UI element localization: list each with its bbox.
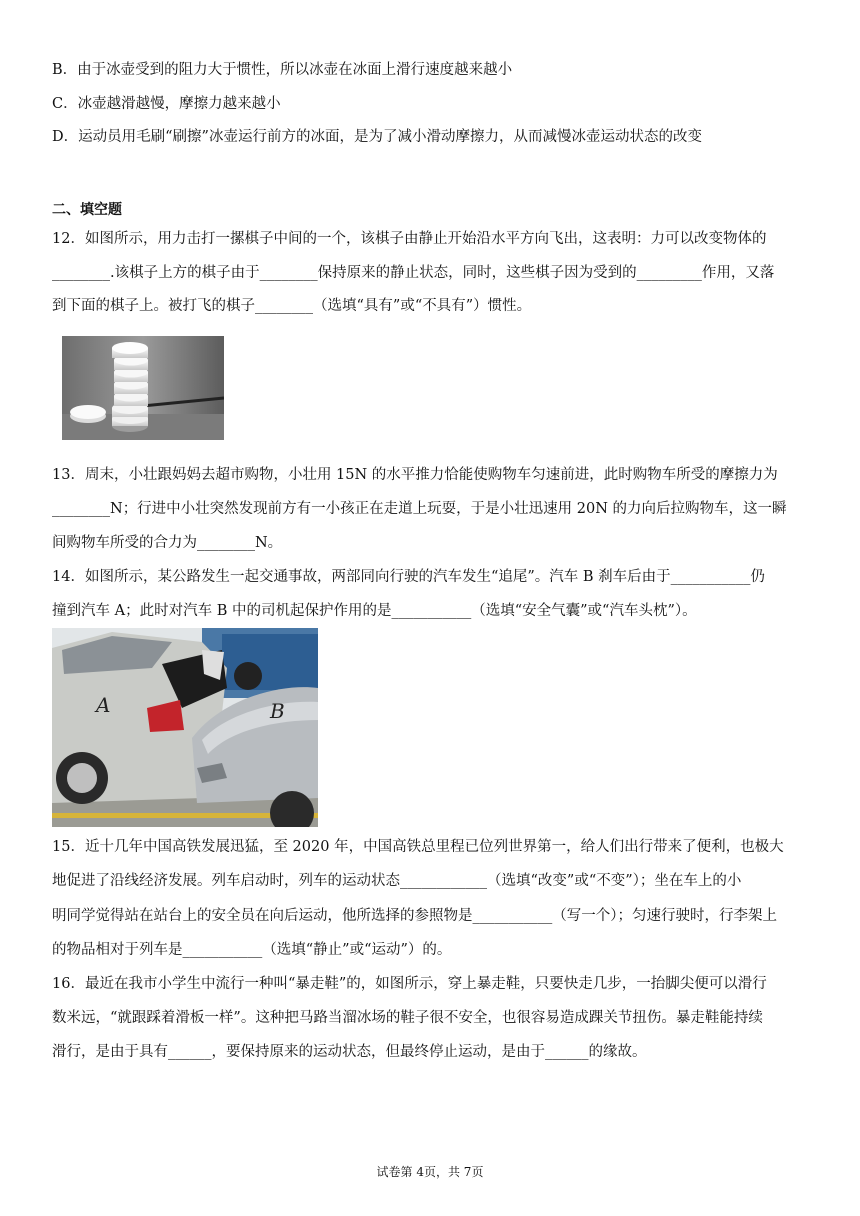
q16-line-1: 16．最近在我市小学生中流行一种叫“暴走鞋”的，如图所示，穿上暴走鞋，只要快走几步，一抬脚尖便可以滑行 [52,976,767,992]
car-collision-figure [52,628,318,827]
q13-line-2: ________N；行进中小壮突然发现前方有一小孩正在走道上玩耍，于是小壮迅速用 20N 的力向后拉购物车，这一瞬 [52,501,787,517]
q13-line-1: 13．周末，小壮跟妈妈去超市购物，小壮用 15N 的水平推力恰能使购物车匀速前进，此时购物车所受的摩擦力为 [52,467,778,483]
page-footer: 试卷第 4页，共 7页 [376,1165,484,1179]
q15-line-3: 明同学觉得站在站台上的安全员在向后运动，他所选择的参照物是___________（写一个）；匀速行驶时，行李架上 [52,908,777,924]
car-collision-illustration [52,628,318,827]
option-d: D．运动员用毛刷“刷擦”冰壶运行前方的冰面，是为了减小滑动摩擦力，从而减慢冰壶运动状态的改变 [52,129,702,145]
q15-line-4: 的物品相对于列车是___________（选填“静止”或“运动”）的。 [52,942,452,958]
option-b: B．由于冰壶受到的阻力大于惯性，所以冰壶在冰面上滑行速度越来越小 [52,62,513,78]
q14-line-2: 撞到汽车 A；此时对汽车 B 中的司机起保护作用的是___________（选填“安全气囊”或“汽车头枕”）。 [52,603,697,619]
car-a-label: A [96,693,111,717]
q12-line-3: 到下面的棋子上。被打飞的棋子________（选填“具有”或“不具有”）惯性。 [52,298,532,314]
q16-line-3: 滑行，是由于具有______，要保持原来的运动状态，但最终停止运动，是由于______的缘故。 [52,1044,647,1060]
q16-line-2: 数米远，“就跟踩着滑板一样”。这种把马路当溜冰场的鞋子很不安全，也很容易造成踝关节扭伤。暴走鞋能持续 [52,1010,763,1026]
q15-line-2: 地促进了沿线经济发展。列车启动时，列车的运动状态____________（选填“改变”或“不变”）；坐在车上的小 [52,873,742,889]
option-c: C．冰壶越滑越慢，摩擦力越来越小 [52,96,281,112]
car-b-label: B [270,699,285,723]
section-title: 二、填空题 [52,202,122,218]
q12-line-1: 12．如图所示，用力击打一摞棋子中间的一个，该棋子由静止开始沿水平方向飞出，这表明：力可以改变物体的 [52,231,767,247]
q13-line-3: 间购物车所受的合力为________N。 [52,535,283,551]
q15-line-1: 15．近十几年中国高铁发展迅猛，至 2020 年，中国高铁总里程已位列世界第一，给人们出行带来了便利，也极大 [52,839,784,855]
checkers-stack-figure [62,336,224,440]
q12-line-2: ________.该棋子上方的棋子由于________保持原来的静止状态，同时，这些棋子因为受到的_________作用，又落 [52,265,775,281]
checkers-stack-illustration [62,336,224,440]
q14-line-1: 14．如图所示，某公路发生一起交通事故，两部同向行驶的汽车发生“追尾”。汽车 B 刹车后由于___________仍 [52,569,765,585]
